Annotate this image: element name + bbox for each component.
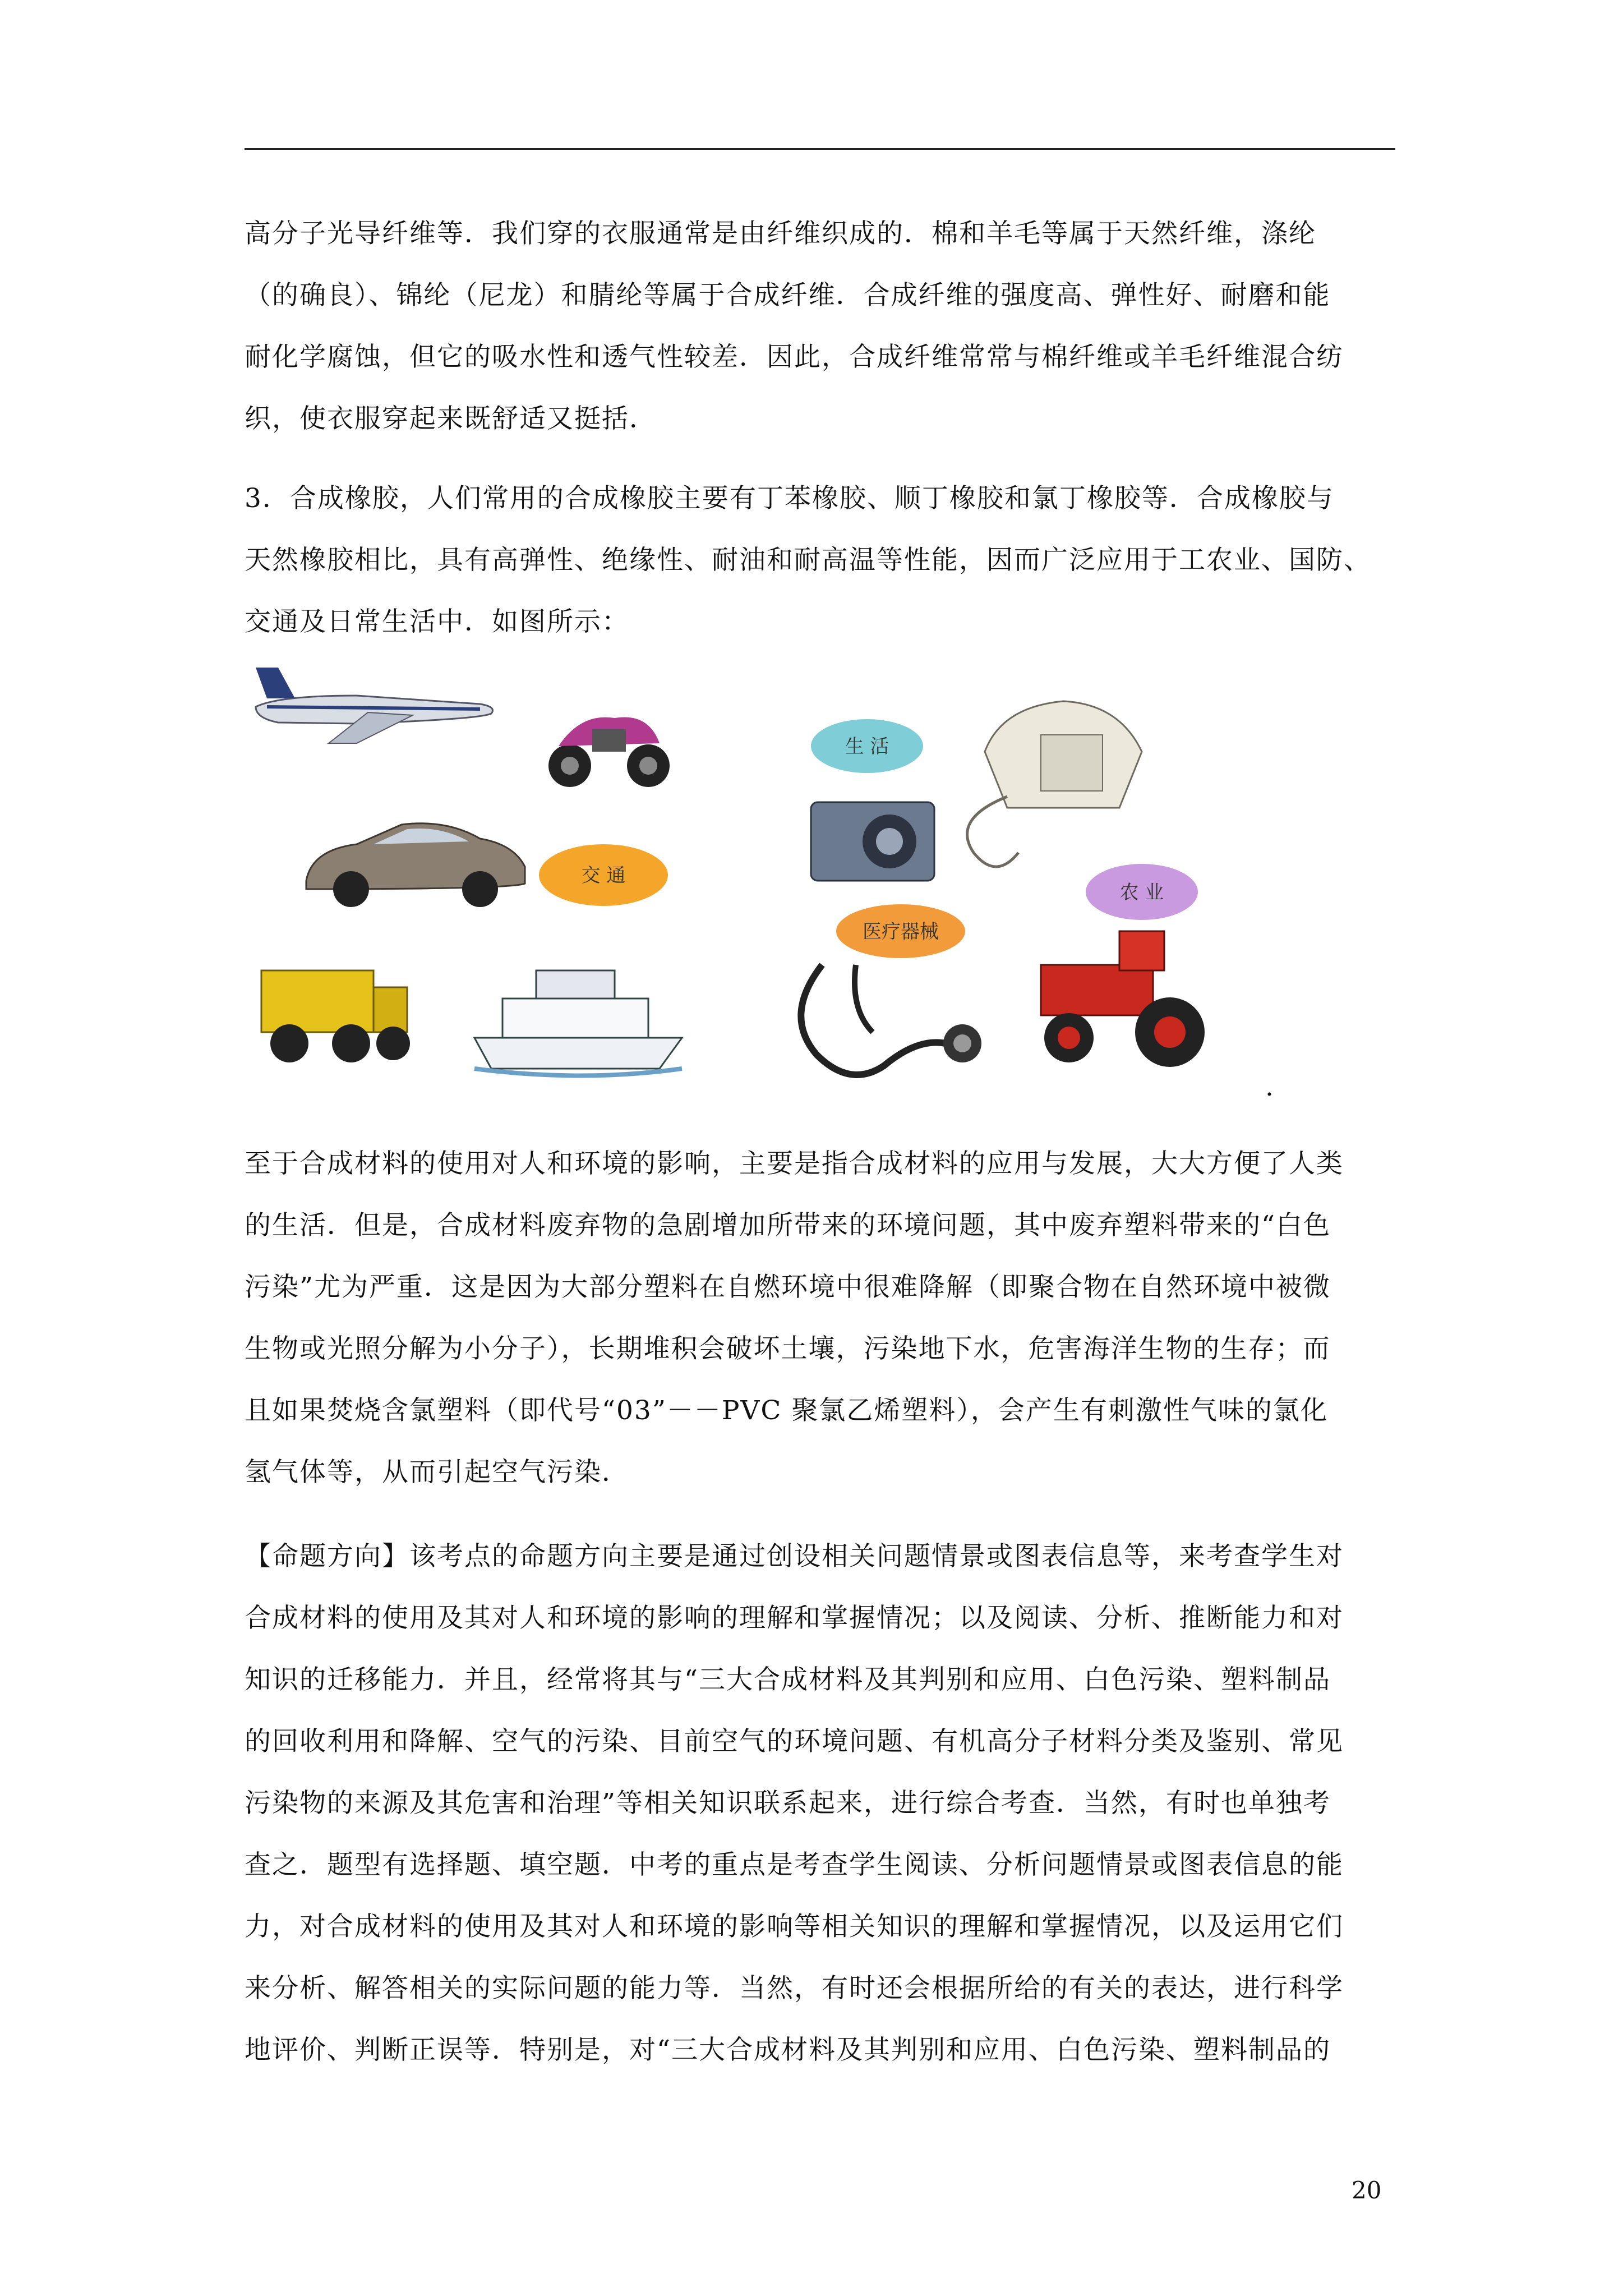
- airplane-image: [256, 668, 493, 743]
- agriculture-label-text: 农 业: [1119, 881, 1164, 904]
- figure-trailing-dot: .: [1265, 1071, 1274, 1102]
- text-line: 交通及日常生活中．如图所示：: [245, 606, 629, 637]
- paragraph-fibers: [245, 203, 1395, 450]
- text-line: 的回收利用和降解、空气的污染、目前空气的环境问题、有机高分子材料分类及鉴别、常见: [245, 1726, 1344, 1757]
- transport-label-text: 交 通: [581, 864, 626, 887]
- text-line: 【命题方向】该考点的命题方向主要是通过创设相关问题情景或图表信息等，来考查学生对: [245, 1541, 1344, 1572]
- text-line: 的生活．但是，合成材料废弃物的急剧增加所带来的环境问题，其中废弃塑料带来的“白色: [245, 1210, 1331, 1241]
- text-line: 织，使衣服穿起来既舒适又挺括．: [245, 403, 657, 434]
- text-line: 天然橡胶相比，具有高弹性、绝缘性、耐油和耐高温等性能，因而广泛应用于工农业、国防、: [245, 545, 1371, 576]
- text-line: 合成材料的使用及其对人和环境的影响的理解和掌握情况；以及阅读、分析、推断能力和对: [245, 1603, 1344, 1634]
- text-line: 高分子光导纤维等．我们穿的衣服通常是由纤维织成的．棉和羊毛等属于天然纤维，涤纶: [245, 218, 1316, 249]
- text-line: 查之．题型有选择题、填空题．中考的重点是考查学生阅读、分析问题情景或图表信息的能: [245, 1849, 1344, 1880]
- text-line: 污染”尤为严重．这是因为大部分塑料在自燃环境中很难降解（即聚合物在自然环境中被微: [245, 1272, 1331, 1303]
- rubber-applications-figure: [245, 651, 1276, 1105]
- transport-label: [539, 844, 668, 906]
- stethoscope-image: [801, 965, 981, 1075]
- medical-label: [836, 904, 965, 958]
- text-line: 污染物的来源及其危害和治理”等相关知识联系起来，进行综合考查．当然，有时也单独考: [245, 1788, 1331, 1819]
- tractor-image: [1041, 931, 1205, 1067]
- text-line: 且如果焚烧含氯塑料（即代号“03”－－PVC 聚氯乙烯塑料），会产生有刺激性气味的氯化: [245, 1395, 1328, 1426]
- text-line: 力，对合成材料的使用及其对人和环境的影响等相关知识的理解和掌握情况，以及运用它们: [245, 1911, 1344, 1942]
- text-line: 来分析、解答相关的实际问题的能力等．当然，有时还会根据所给的有关的表达，进行科学: [245, 1973, 1344, 2004]
- header-rule: [245, 148, 1395, 150]
- medical-label-text: 医疗器械: [863, 921, 939, 943]
- text-line: （的确良）、锦纶（尼龙）和腈纶等属于合成纤维．合成纤维的强度高、弹性好、耐磨和能: [245, 280, 1331, 311]
- car-image: [306, 823, 525, 907]
- text-line: 地评价、判断正误等．特别是，对“三大合成材料及其判别和应用、白色污染、塑料制品的: [245, 2035, 1331, 2065]
- camera-image: [811, 802, 934, 881]
- text-line: 氢气体等，从而引起空气污染．: [245, 1457, 629, 1488]
- paragraph-environmental-impact: [245, 1133, 1395, 1503]
- paragraph-exam-direction: [245, 1526, 1395, 2081]
- agriculture-label: [1086, 864, 1198, 920]
- text-line: 3．合成橡胶，人们常用的合成橡胶主要有丁苯橡胶、顺丁橡胶和氯丁橡胶等．合成橡胶与: [245, 483, 1334, 514]
- motorcycle-image: [548, 717, 670, 787]
- text-line: 至于合成材料的使用对人和环境的影响，主要是指合成材料的应用与发展，大大方便了人类: [245, 1148, 1344, 1179]
- text-line: 知识的迁移能力．并且，经常将其与“三大合成材料及其判别和应用、白色污染、塑料制品: [245, 1664, 1331, 1695]
- life-label: [811, 719, 923, 773]
- life-label-text: 生 活: [845, 735, 889, 758]
- text-line: 生物或光照分解为小分子），长期堆积会破坏土壤，污染地下水，危害海洋生物的生存；而: [245, 1333, 1331, 1364]
- telephone-image: [967, 701, 1142, 867]
- page-number: 20: [1352, 2177, 1382, 2204]
- dump-truck-image: [261, 970, 410, 1062]
- ship-image: [474, 970, 682, 1076]
- paragraph-synthetic-rubber: [245, 468, 1395, 653]
- text-line: 耐化学腐蚀，但它的吸水性和透气性较差．因此，合成纤维常常与棉纤维或羊毛纤维混合纺: [245, 342, 1344, 372]
